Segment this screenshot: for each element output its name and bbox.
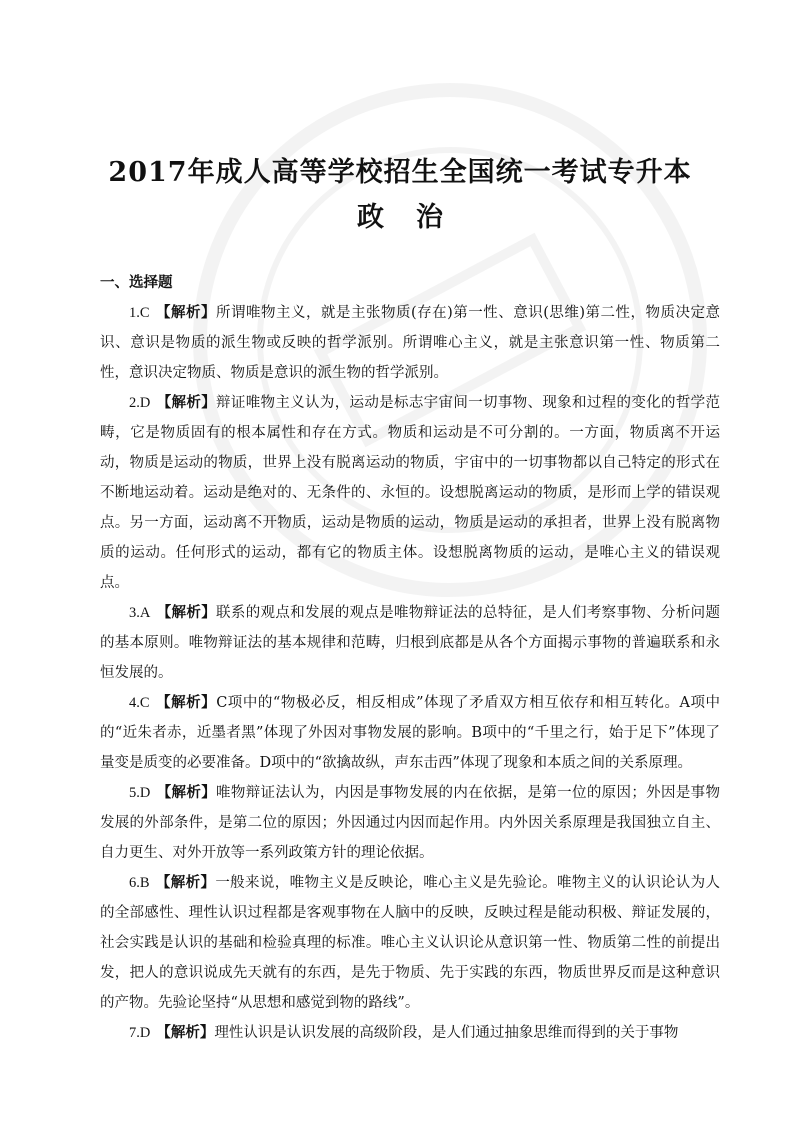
answer-number: 4.C xyxy=(129,695,150,711)
answer-text: 唯物辩证法认为，内因是事物发展的内在依据，是第一位的原因；外因是事物发展的外部条件，是第二位的原因；外因通过内因而起作用。内外因关系原理是我国独立自主、自力更生、对外开放等一系列政策方针的理论依据。 xyxy=(100,785,721,861)
document-title: 2017年成人高等学校招生全国统一考试专升本 xyxy=(108,157,692,188)
analysis-tag: 【解析】 xyxy=(156,1024,215,1041)
answer-number: 1.C xyxy=(129,305,150,321)
answer-number: 7.D xyxy=(129,1025,151,1041)
answer-text: C项中的“物极必反，相反相成”体现了矛盾双方相互依存和相互转化。A项中的“近朱者赤，近墨者黑”体现了外因对事物发展的影响。B项中的“千里之行，始于足下”体现了量变是质变的必要准备。D项中的“欲擒故纵，声东击西”体现了现象和本质之间的关系原理。 xyxy=(100,695,721,771)
answer-item-4 xyxy=(100,688,720,778)
answer-item-6 xyxy=(100,868,720,1018)
analysis-tag: 【解析】 xyxy=(156,394,217,411)
answer-item-7 xyxy=(100,1018,720,1048)
analysis-tag: 【解析】 xyxy=(156,784,217,801)
answer-text: 辩证唯物主义认为，运动是标志宇宙间一切事物、现象和过程的变化的哲学范畴，它是物质固有的根本属性和存在方式。物质和运动是不可分割的。一方面，物质离不开运动，物质是运动的物质，世界上没有脱离运动的物质，宇宙中的一切事物都以自己特定的形式在不断地运动着。运动是绝对的、无条件的、永恒的。设想脱离运动的物质，是形而上学的错误观点。另一方面，运动离不开物质，运动是物质的运动，物质是运动的承担者，世界上没有脱离物质的运动。任何形式的运动，都有它的物质主体。设想脱离物质的运动，是唯心主义的错误观点。 xyxy=(100,395,721,591)
answer-number: 2.D xyxy=(129,395,151,411)
answer-item-2 xyxy=(100,388,720,598)
answer-number: 6.B xyxy=(129,875,150,891)
document-body xyxy=(100,268,720,1048)
answer-item-1 xyxy=(100,298,720,388)
answer-text: 所谓唯物主义，就是主张物质(存在)第一性、意识(思维)第二性，物质决定意识、意识是物质的派生物或反映的哲学派别。所谓唯心主义，就是主张意识第一性、物质第二性，意识决定物质、物质是意识的派生物的哲学派别。 xyxy=(100,305,721,381)
answer-item-3 xyxy=(100,598,720,688)
section-heading: 一、选择题 xyxy=(100,274,173,291)
analysis-tag: 【解析】 xyxy=(155,694,217,711)
answer-text: 理性认识是认识发展的高级阶段，是人们通过抽象思维而得到的关于事物 xyxy=(214,1025,679,1041)
document-subtitle: 政治 xyxy=(357,202,475,233)
answer-text: 联系的观点和发展的观点是唯物辩证法的总特征，是人们考察事物、分析问题的基本原则。唯物辩证法的基本规律和范畴，归根到底都是从各个方面揭示事物的普遍联系和永恒发展的。 xyxy=(100,605,721,681)
analysis-tag: 【解析】 xyxy=(155,874,216,891)
analysis-tag: 【解析】 xyxy=(155,304,217,321)
answer-number: 3.A xyxy=(129,605,151,621)
analysis-tag: 【解析】 xyxy=(156,604,217,621)
answer-text: 一般来说，唯物主义是反映论，唯心主义是先验论。唯物主义的认识论认为人的全部感性、理性认识过程都是客观事物在人脑中的反映，反映过程是能动积极、辩证发展的，社会实践是认识的基础和检验真理的标准。唯心主义认识论从意识第一性、物质第二性的前提出发，把人的意识说成先天就有的东西，是先于物质、先于实践的东西，物质世界反而是这种意识的产物。先验论坚持“从思想和感觉到物的路线”。 xyxy=(100,875,721,1011)
answer-number: 5.D xyxy=(129,785,151,801)
answer-item-5 xyxy=(100,778,720,868)
